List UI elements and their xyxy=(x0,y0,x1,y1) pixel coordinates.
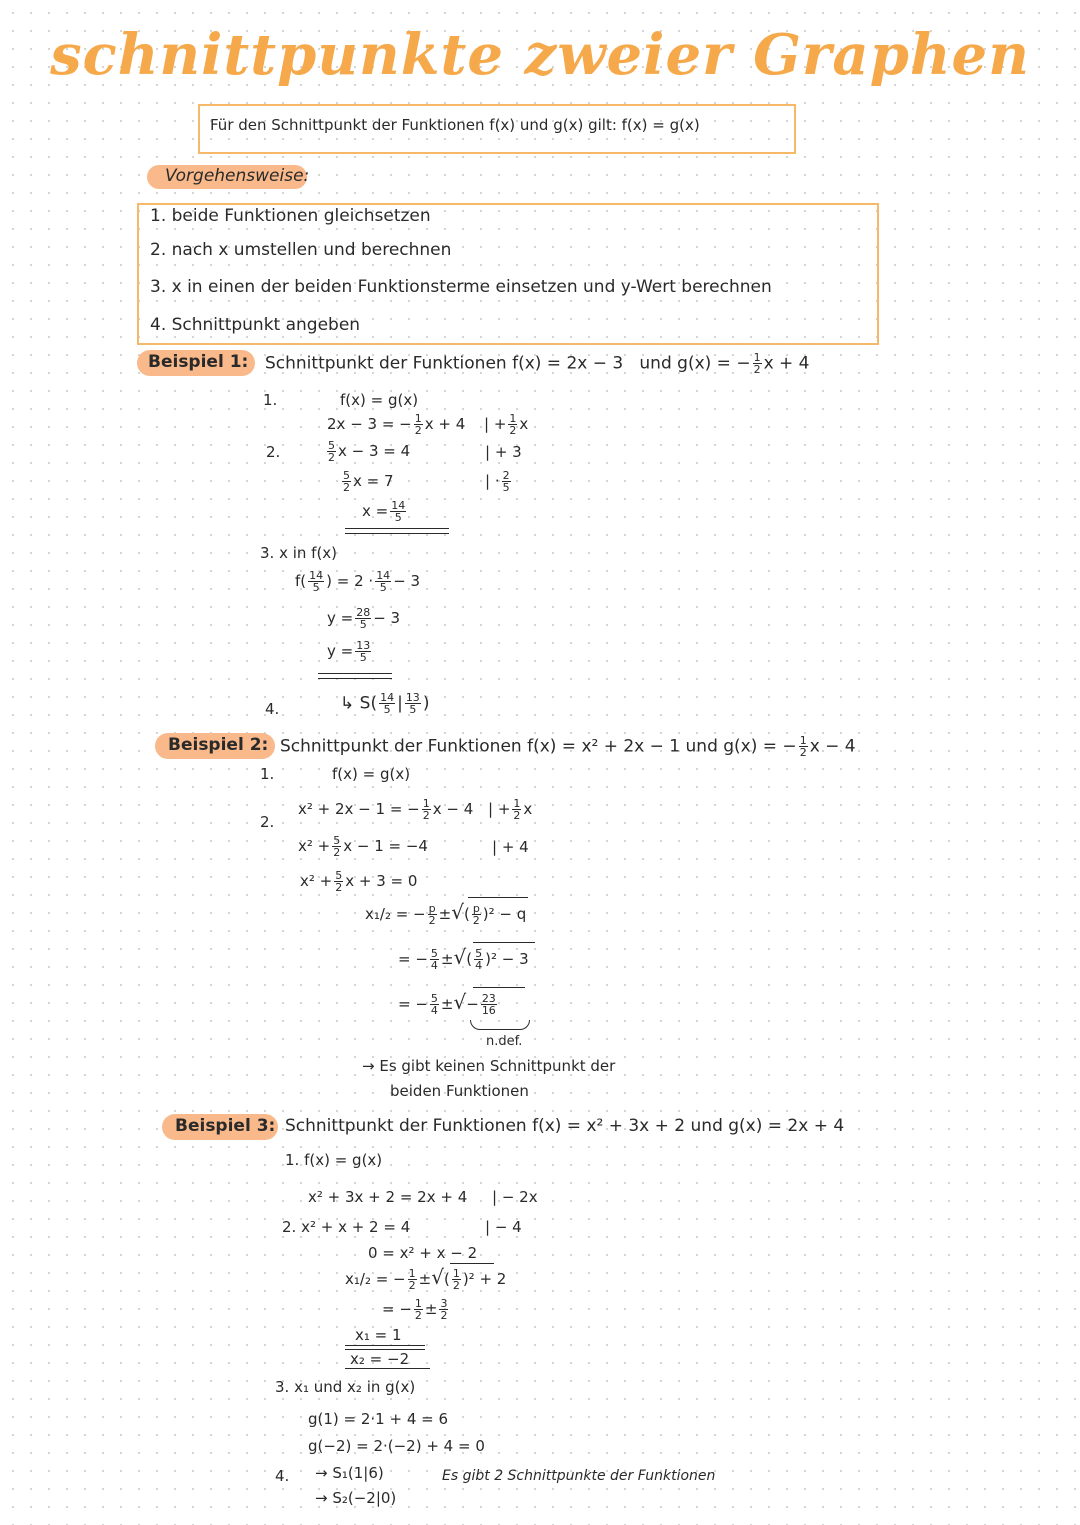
example3-equation: g(1) = 2·1 + 4 = 6 xyxy=(308,1410,449,1428)
double-underline xyxy=(345,528,449,529)
brace xyxy=(470,1020,530,1030)
root-bar xyxy=(468,897,528,898)
example2-conclusion: → Es gibt keinen Schnittpunkt der xyxy=(362,1057,616,1075)
example3-intersection-point: → S₁(1|6) xyxy=(315,1464,384,1482)
example1-operation: | + 3 xyxy=(485,443,522,461)
double-underline xyxy=(345,1368,430,1369)
example3-operation: | − 4 xyxy=(485,1218,522,1236)
example1-equation: $\frac{5}{2}$ x − 3 = 4 xyxy=(328,439,411,464)
example2-equation: x² + 2x − 1 = − $\frac{1}{2}$ x − 4 xyxy=(298,797,474,822)
example2-equation: = − $\frac{5}{4}$ ±√( $\frac{5}{4}$ )² − 3 xyxy=(398,945,529,972)
procedure-step-1: 1. beide Funktionen gleichsetzen xyxy=(150,206,431,226)
example3-title: Schnittpunkt der Funktionen f(x) = x² + 3x + 2 und g(x) = 2x + 4 xyxy=(285,1116,845,1136)
example1-result-x: x = $\frac{14}{5}$ xyxy=(362,499,406,524)
example1-equation: f(x) = g(x) xyxy=(340,391,419,409)
root-bar xyxy=(473,987,525,988)
example2-operation: | + 4 xyxy=(492,838,529,856)
example1-operation: | · $\frac{2}{5}$ xyxy=(485,469,510,494)
example1-equation: y = $\frac{28}{5}$ − 3 xyxy=(327,606,401,631)
example2-operation: | + $\frac{1}{2}$ x xyxy=(488,797,533,822)
example1-step-number: 2. xyxy=(266,443,281,461)
procedure-step-4: 4. Schnittpunkt angeben xyxy=(150,315,361,335)
example3-operation: | − 2x xyxy=(492,1188,538,1206)
example3-intersection-point: → S₂(−2|0) xyxy=(315,1489,397,1507)
example3-equation: 3. x₁ und x₂ in g(x) xyxy=(275,1378,416,1396)
example1-result-y: y = $\frac{13}{5}$ xyxy=(327,639,371,664)
example2-equation: x² + $\frac{5}{2}$ x + 3 = 0 xyxy=(300,869,418,894)
example1-equation: 2x − 3 = − $\frac{1}{2}$ x + 4 xyxy=(327,412,466,437)
example1-label: Beispiel 1: xyxy=(148,352,249,372)
pq-formula: x₁/₂ = − $\frac{p}{2}$ ±√( $\frac{p}{2}$ )² − q xyxy=(365,900,527,927)
example3-equation: 2. x² + x + 2 = 4 xyxy=(282,1218,411,1236)
example3-equation: x² + 3x + 2 = 2x + 4 xyxy=(308,1188,468,1206)
example2-title: Schnittpunkt der Funktionen f(x) = x² + 2x − 1 und g(x) = − $\frac{1}{2}$ x − 4 xyxy=(280,734,856,759)
example2-label: Beispiel 2: xyxy=(168,735,269,755)
example3-equation: = − $\frac{1}{2}$ ± $\frac{3}{2}$ xyxy=(382,1297,448,1322)
example1-step-number: 4. xyxy=(265,700,280,718)
not-defined-note: n.def. xyxy=(486,1034,523,1049)
example2-step-number: 2. xyxy=(260,813,275,831)
double-underline xyxy=(345,533,449,534)
procedure-label: Vorgehensweise: xyxy=(165,166,310,186)
root-bar xyxy=(450,1263,494,1264)
example1-equation: $\frac{5}{2}$ x = 7 xyxy=(343,469,394,494)
example3-equation: 1. f(x) = g(x) xyxy=(285,1151,383,1169)
example3-result-x2: x₂ = −2 xyxy=(350,1350,410,1368)
root-bar xyxy=(473,942,535,943)
example2-equation: = − $\frac{5}{4}$ ±√− $\frac{23}{16}$ xyxy=(398,990,496,1017)
example3-equation: g(−2) = 2·(−2) + 4 = 0 xyxy=(308,1437,485,1455)
example3-equation: 0 = x² + x − 2 xyxy=(368,1244,478,1262)
example3-conclusion: Es gibt 2 Schnittpunkte der Funktionen xyxy=(442,1468,716,1484)
example1-step-number: 1. xyxy=(263,391,278,409)
example1-equation: f( $\frac{14}{5}$ ) = 2 · $\frac{14}{5}$ − 3 xyxy=(295,569,421,594)
double-underline xyxy=(318,678,392,679)
example1-operation: | + $\frac{1}{2}$ x xyxy=(484,412,529,437)
double-underline xyxy=(318,673,392,674)
example2-step-number: 1. xyxy=(260,765,275,783)
example1-step-number: 3. x in f(x) xyxy=(260,544,338,562)
double-underline xyxy=(345,1345,425,1346)
example2-equation: x² + $\frac{5}{2}$ x − 1 = −4 xyxy=(298,834,428,859)
example1-intersection-point: ↳ S( $\frac{14}{5}$ | $\frac{13}{5}$ ) xyxy=(340,691,430,716)
example2-conclusion: beiden Funktionen xyxy=(390,1082,529,1100)
page-title: schnittpunkte zweier Graphen xyxy=(50,22,1030,88)
procedure-step-2: 2. nach x umstellen und berechnen xyxy=(150,240,452,260)
rule-text: Für den Schnittpunkt der Funktionen f(x) und g(x) gilt: f(x) = g(x) xyxy=(210,116,700,134)
example3-step-number: 4. xyxy=(275,1467,290,1485)
example2-equation: f(x) = g(x) xyxy=(332,765,411,783)
pq-formula: x₁/₂ = − $\frac{1}{2}$ ±√( $\frac{1}{2}$ )² + 2 xyxy=(345,1265,507,1292)
example3-label: Beispiel 3: xyxy=(175,1116,276,1136)
example1-title: Schnittpunkt der Funktionen f(x) = 2x − 3 und g(x) = − $\frac{1}{2}$ x + 4 xyxy=(265,351,810,376)
procedure-step-3: 3. x in einen der beiden Funktionsterme einsetzen und y-Wert berechnen xyxy=(150,277,772,297)
example3-result-x1: x₁ = 1 xyxy=(355,1326,402,1344)
